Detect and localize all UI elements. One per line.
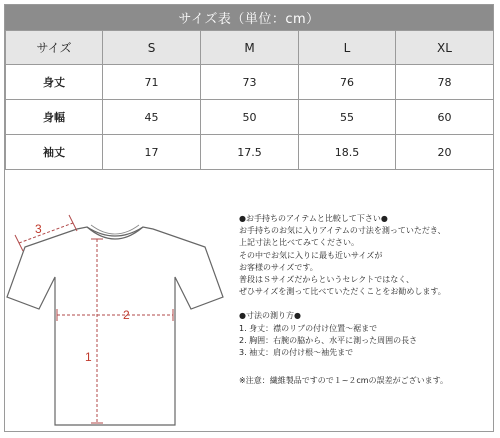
table-row [6, 135, 494, 170]
howto-heading: ●寸法の測り方● [239, 311, 301, 321]
table-header-row [6, 31, 494, 65]
tshirt-outline-shape [7, 227, 223, 425]
size-chart-title: サイズ表（単位：cm） [5, 5, 493, 30]
size-notes [239, 213, 489, 387]
table-row [6, 65, 494, 100]
tshirt-diagram [5, 185, 231, 431]
notes-intro-line: 普段はＳサイズだからというセレクトではなく、 [239, 275, 415, 285]
table-cell: 17 [103, 135, 201, 170]
notes-intro-line: その中でお気に入りに最も近いサイズが [239, 250, 383, 260]
howto-item: 3. 袖丈：肩の付け根～袖先まで [239, 348, 354, 358]
table-cell: 55 [299, 100, 396, 135]
size-chart [4, 4, 494, 432]
notes-intro-line: お手持ちのお気に入りアイテムの寸法を測っていただき、 [239, 226, 446, 236]
row-label-sleeve: 袖丈 [6, 135, 103, 170]
row-label-width: 身幅 [6, 100, 103, 135]
table-cell: 78 [396, 65, 494, 100]
sleeve-measure-tick [69, 215, 77, 231]
table-cell: 73 [201, 65, 299, 100]
notes-intro-heading: ●お手持ちのアイテムと比較して下さい● [239, 214, 388, 223]
table-cell: 45 [103, 100, 201, 135]
caution-note: ※注意：繊維製品ですので１~２cmの誤差がございます。 [239, 376, 448, 386]
marker-1: 1 [85, 350, 92, 364]
header-m: M [201, 31, 299, 65]
table-row [6, 100, 494, 135]
table-cell: 17.5 [201, 135, 299, 170]
size-table [5, 30, 494, 170]
row-label-length: 身丈 [6, 65, 103, 100]
table-cell: 76 [299, 65, 396, 100]
notes-intro-line: 上記寸法と比べてみてください。 [239, 238, 359, 248]
header-s: S [103, 31, 201, 65]
table-cell: 20 [396, 135, 494, 170]
header-l: L [299, 31, 396, 65]
tshirt-illustration [5, 185, 231, 431]
table-cell: 18.5 [299, 135, 396, 170]
howto-item: 2. 胸囲：右腕の脇から、水平に測った周囲の長さ [239, 335, 418, 345]
table-cell: 60 [396, 100, 494, 135]
marker-3: 3 [35, 222, 42, 236]
header-xl: XL [396, 31, 494, 65]
header-size: サイズ [6, 31, 103, 65]
notes-intro-line: お客様のサイズです。 [239, 262, 318, 272]
table-cell: 50 [201, 100, 299, 135]
sleeve-measure-tick [15, 235, 23, 251]
table-cell: 71 [103, 65, 201, 100]
notes-intro-line: ぜひサイズを測って比べていただくことをお勧めします。 [239, 287, 446, 297]
howto-item: 1. 身丈：襟のリブの付け位置～裾まで [239, 323, 378, 333]
marker-2: 2 [123, 308, 130, 322]
